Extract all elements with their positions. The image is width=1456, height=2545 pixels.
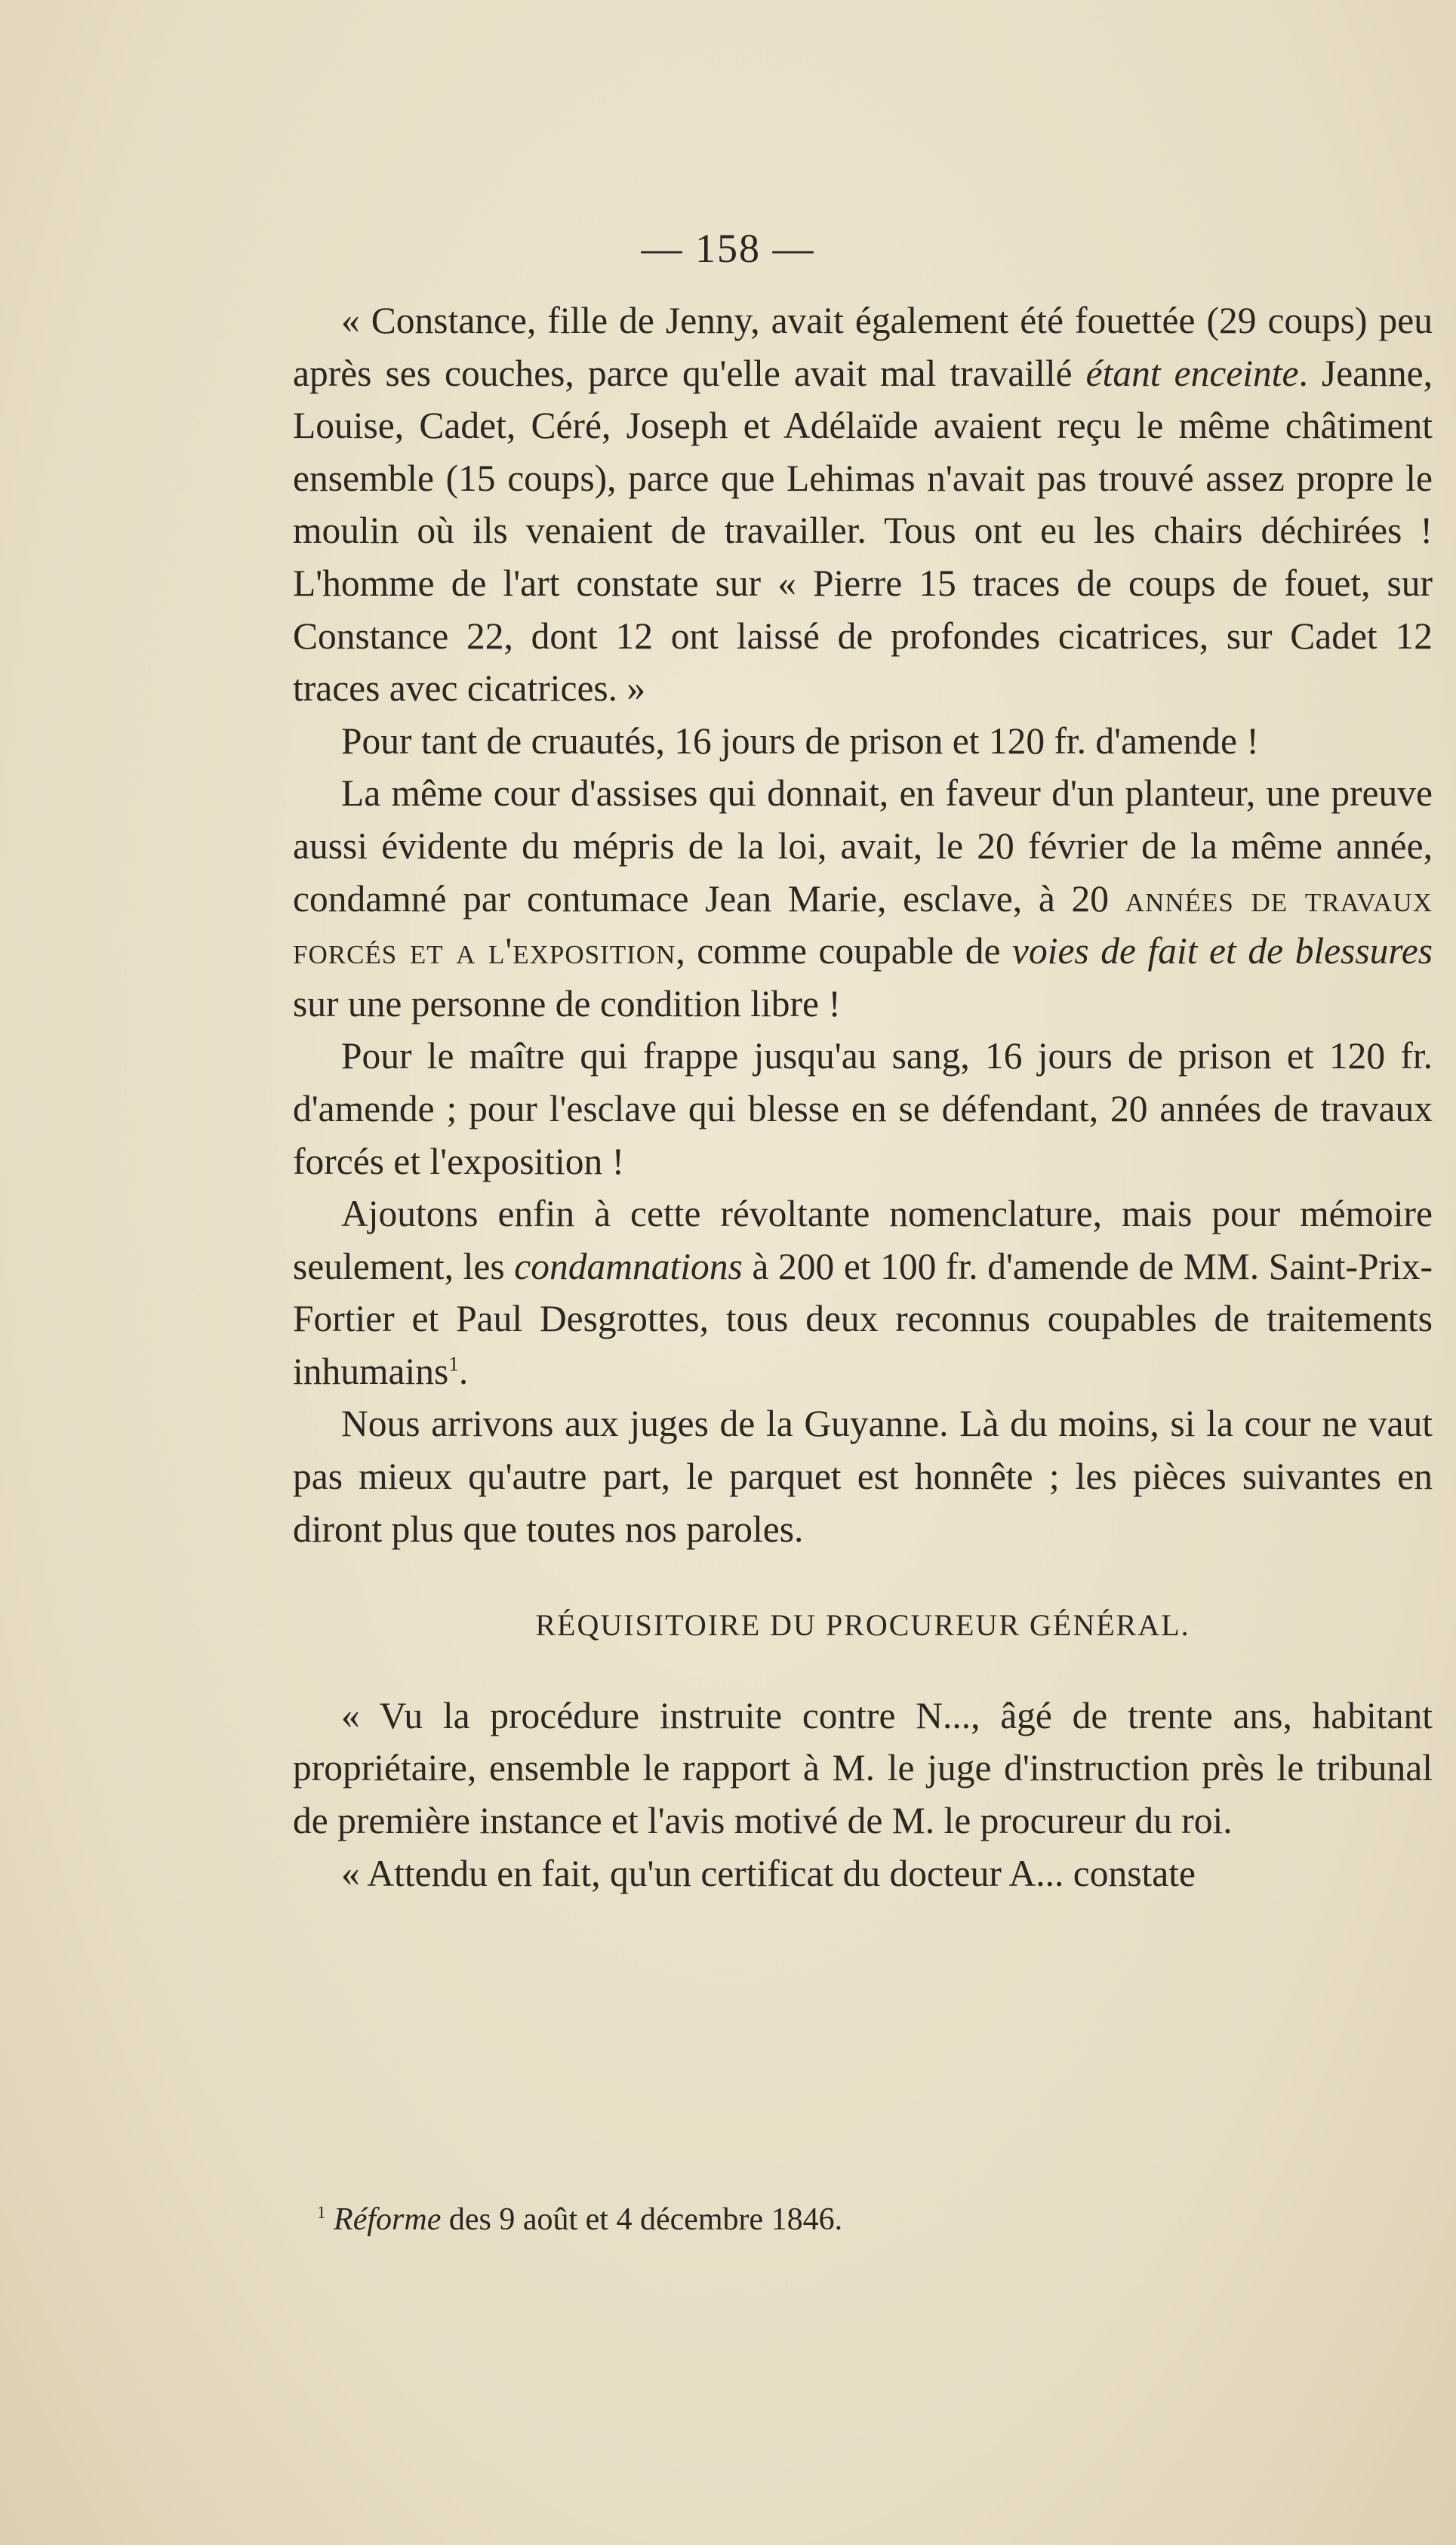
paragraph-3: La même cour d'assises qui donnait, en faveur d'un planteur, une preuve aussi évidente du mépris de la loi, avait, le 20 février de la même année, condamné par contumace Jean Marie, esclave, à 20 années de travaux forcés et a l'exposition, comme coupable de voies de fait et de blessures sur une personne de condition libre ! xyxy=(293,772,1433,1024)
section-heading: RÉQUISITOIRE DU PROCUREUR GÉNÉRAL. xyxy=(535,1608,1190,1643)
page-number: — 158 — xyxy=(641,226,815,271)
footnote xyxy=(317,2197,1411,2242)
small-caps-phrase: années de travaux forcés et a l'exposition xyxy=(293,877,1433,972)
paragraph-7: « Vu la procédure instruite contre N..., âgé de trente ans, habitant propriétaire, ensemble le rapport à M. le juge d'instruction près le tribunal de première instance et l'avis motivé de M. le procureur du roi. xyxy=(293,1694,1433,1842)
emphasis: étant enceinte xyxy=(1085,352,1299,394)
paragraph-8: « Attendu en fait, qu'un certificat du docteur A... constate xyxy=(341,1852,1196,1894)
emphasis: condamnations xyxy=(514,1245,743,1287)
paragraph-4: Pour le maître qui frappe jusqu'au sang, 16 jours de prison et 120 fr. d'amende ; pour l'esclave qui blesse en se défendant, 20 années de travaux forcés et l'exposition ! xyxy=(293,1035,1433,1182)
footnote-reference: 1 xyxy=(448,1352,459,1376)
footnote-mark: 1 xyxy=(317,2202,326,2222)
emphasis: voies de fait et de blessures xyxy=(1011,930,1433,972)
paragraph-6: Nous arrivons aux juges de la Guyanne. Là du moins, si la cour ne vaut pas mieux qu'autre part, le parquet est honnête ; les pièces suivantes en diront plus que toutes nos paroles. xyxy=(293,1403,1433,1550)
footnote-title: Réforme xyxy=(334,2202,442,2237)
body-text xyxy=(293,294,1433,1900)
paragraph-1: « Constance, fille de Jenny, avait également été fouettée (29 coups) peu après ses couches, parce qu'elle avait mal travaillé étant enceinte. Jeanne, Louise, Cadet, Céré, Joseph et Adélaïde avaient reçu le même châtiment ensemble (15 coups), parce que Lehimas n'avait pas trouvé assez propre le moulin où ils venaient de travailler. Tous ont eu les chairs déchirées ! L'homme de l'art constate sur « Pierre 15 traces de coups de fouet, sur Constance 22, dont 12 ont laissé de profondes cicatrices, sur Cadet 12 traces avec cicatrices. » xyxy=(293,300,1433,710)
paragraph-2: Pour tant de cruautés, 16 jours de prison et 120 fr. d'amende ! xyxy=(341,719,1259,762)
paragraph-5: Ajoutons enfin à cette révoltante nomenclature, mais pour mémoire seulement, les condamnations à 200 et 100 fr. d'amende de MM. Saint-Prix-Fortier et Paul Desgrottes, tous deux reconnus coupables de traitements inhumains$^1$. xyxy=(293,1193,1433,1392)
footnote-text: des 9 août et 4 décembre 1846. xyxy=(441,2202,843,2237)
